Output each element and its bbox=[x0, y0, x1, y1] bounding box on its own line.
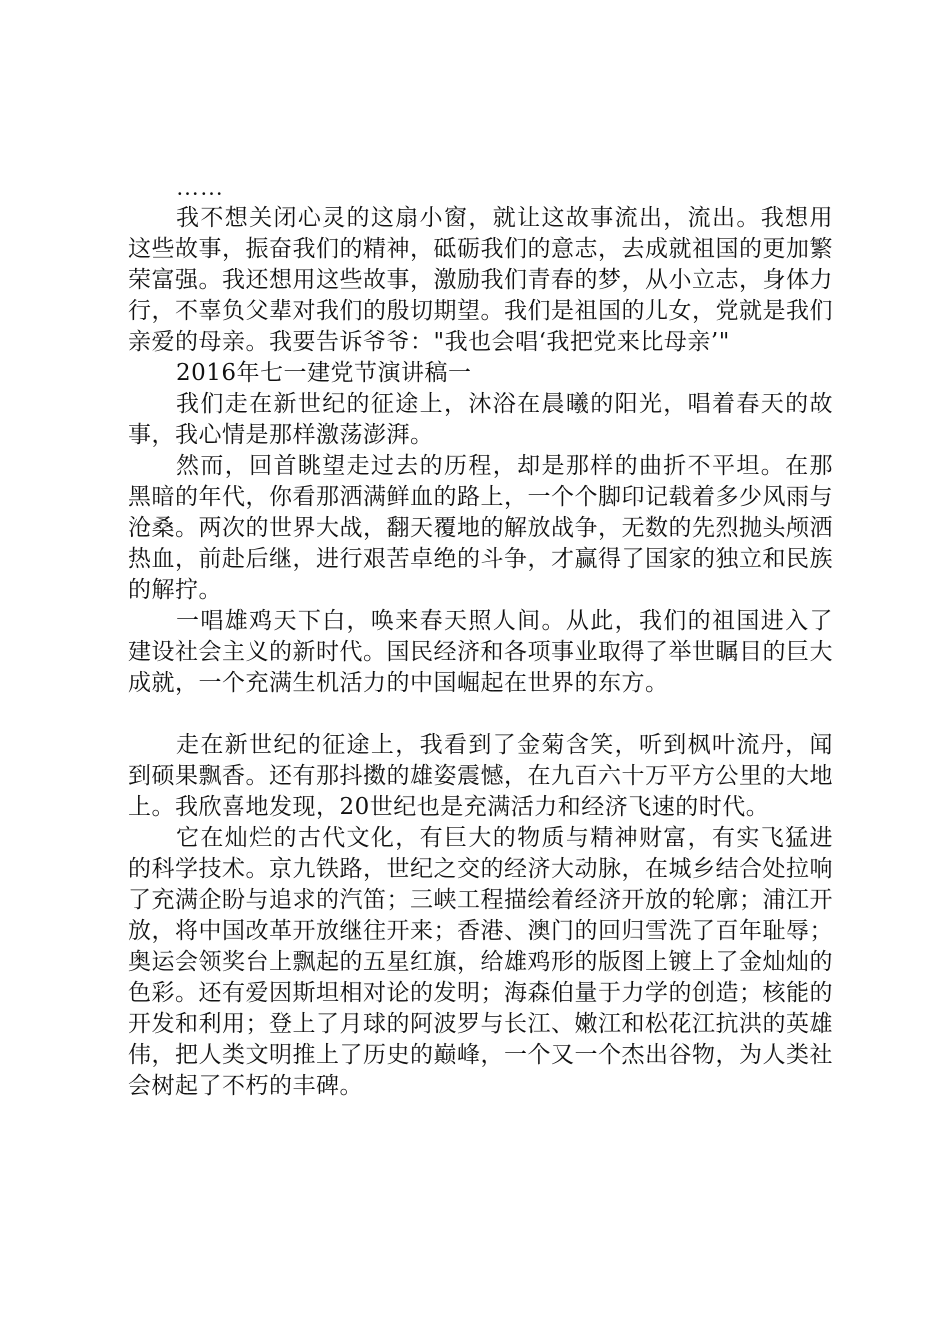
paragraph-5: 它在灿烂的古代文化，有巨大的物质与精神财富，有实飞猛进的科学技术。京九铁路，世纪之交的经济大动脉，在城乡结合处拉响了充满企盼与追求的汽笛；三峡工程描绘着经济开放的轮廓；浦江开放，将中国改革开放继往开来；香港、澳门的回归雪洗了百年耻辱；奥运会领奖台上飘起的五星红旗，给雄鸡形的版图上镀上了金灿灿的色彩。还有爱因斯坦相对论的发明；海森伯量于力学的创造；核能的开发和利用；登上了月球的阿波罗与长江、嫩江和松花江抗洪的英雄伟，把人类文明推上了历史的巅峰，一个又一个杰出谷物，为人类社会树起了不朽的丰碑。 bbox=[128, 825, 833, 1099]
ellipsis-text: …… bbox=[176, 175, 224, 200]
document-body bbox=[128, 172, 833, 1102]
paragraph-3: 一唱雄鸡天下白，唤来春天照人间。从此，我们的祖国进入了建设社会主义的新时代。国民经济和各项事业取得了举世瞩目的巨大成就，一个充满生机活力的中国崛起在世界的东方。 bbox=[128, 608, 833, 696]
paragraph-2: 然而，回首眺望走过去的历程，却是那样的曲折不平坦。在那黑暗的年代，你看那洒满鲜血的路上，一个个脚印记载着多少风雨与沧桑。两次的世界大战，翻天覆地的解放战争，无数的先烈抛头颅洒热血，前赴后继，进行艰苦卓绝的斗争，才赢得了国家的独立和民族的解拧。 bbox=[128, 453, 833, 603]
paragraph-intro: 我不想关闭心灵的这扇小窗，就让这故事流出，流出。我想用这些故事，振奋我们的精神，砥砺我们的意志，去成就祖国的更加繁荣富强。我还想用这些故事，激励我们青春的梦，从小立志，身体力行，不辜负父辈对我们的殷切期望。我们是祖国的儿女，党就是我们亲爱的母亲。我要告诉爷爷："我也会唱‘我把党来比母亲’" bbox=[128, 205, 833, 355]
paragraph-1: 我们走在新世纪的征途上，沐浴在晨曦的阳光，唱着春天的故事，我心情是那样激荡澎湃。 bbox=[128, 391, 833, 448]
paragraph-4: 走在新世纪的征途上，我看到了金菊含笑，听到枫叶流丹，闻到硕果飘香。还有那抖擞的雄姿震憾，在九百六十万平方公里的大地上。我欣喜地发现，20世纪也是充满活力和经济飞速的时代。 bbox=[128, 732, 833, 820]
speech-title: 2016年七一建党节演讲稿一 bbox=[176, 360, 472, 386]
